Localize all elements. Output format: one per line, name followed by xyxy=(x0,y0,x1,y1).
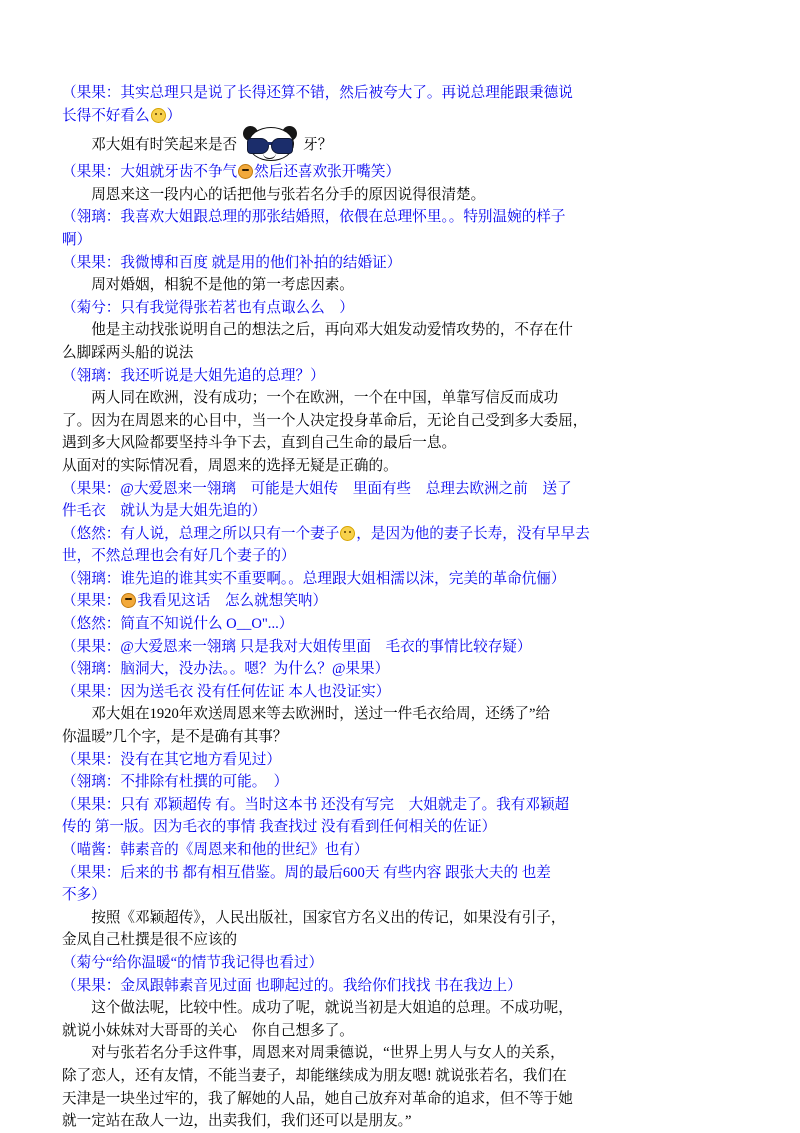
narration-line: 天津是一块坐过牢的，我了解她的人品，她自己放弃对革命的追求，但不等于她 xyxy=(62,1090,573,1107)
chat-line-text-before: （悠然：有人说，总理之所以只有一个妻子 xyxy=(62,525,340,542)
narration-line: 周对婚姻，相貌不是他的第一考虑因素。 xyxy=(91,277,354,294)
chat-line-text-after: 我看见这话 怎么就想笑呐） xyxy=(137,593,328,610)
narration-line: 两人同在欧洲，没有成功；一个在欧洲，一个在中国，单靠写信反而成功 xyxy=(91,390,559,407)
chat-line: （翎璃：脑洞大，没办法。。嗯？为什么？@果果） xyxy=(62,661,390,678)
chat-line-tail: ） xyxy=(166,107,182,124)
chat-line: （果果：因为送毛衣 没有任何佐证 本人也没证实） xyxy=(62,683,391,700)
sunglasses-face-emoji-icon xyxy=(238,164,253,179)
thinking-face-emoji-icon xyxy=(151,108,166,123)
narration-line: 就一定站在敌人一边，出卖我们，我们还可以是朋友。” xyxy=(62,1113,412,1130)
narration-line: 你温暖”几个字，是不是确有其事？ xyxy=(62,729,288,746)
chat-line xyxy=(62,590,738,613)
chat-line: （果果：后来的书 都有相互借鉴。周的最后600天 有些内容 跟张大夫的 也差 xyxy=(62,864,551,881)
narration-line: 金凤自己杜撰是很不应该的 xyxy=(62,932,238,949)
narration-line: 么脚踩两头船的说法 xyxy=(62,344,194,361)
chat-line-text-after: 然后还喜欢张开嘴笑） xyxy=(254,164,401,181)
chat-line-text-after: ，是因为他的妻子长寿，没有早早去 xyxy=(356,525,590,542)
chat-line: 不多） xyxy=(62,887,106,904)
narration-line: 遇到多大风险都要坚持斗争下去，直到自己生命的最后一息。 xyxy=(62,435,457,452)
chat-line: 件毛衣 就认为是大姐先追的） xyxy=(62,503,267,520)
chat-line: （翎璃：不排除有杜撰的可能。 ） xyxy=(62,774,289,791)
chat-line: （悠然：简直不知说什么 O__O"...） xyxy=(62,616,294,633)
chat-line: （果果：没有在其它地方看见过） xyxy=(62,751,281,768)
narration-line: 按照《邓颖超传》，人民出版社，国家官方名义出的传记，如果没有引子， xyxy=(91,909,566,926)
chat-line xyxy=(62,105,738,128)
chat-line: （翎璃：我还听说是大姐先追的总理？） xyxy=(62,367,325,384)
chat-line: （喵酱：韩素音的《周恩来和他的世纪》也有） xyxy=(62,842,369,858)
chat-line: 啊） xyxy=(62,231,92,248)
sunglasses-face-emoji-icon xyxy=(121,593,136,608)
chat-line-text: 长得不好看么 xyxy=(62,107,150,124)
chat-line: （果果：@大爱恩来一翎璃 可能是大姐传 里面有些 总理去欧洲之前 送了 xyxy=(62,480,572,497)
narration-line: 对与张若名分手这件事，周恩来对周秉德说，“世界上男人与女人的关系， xyxy=(91,1045,565,1062)
narration-line: 从面对的实际情况看，周恩来的选择无疑是正确的。 xyxy=(62,457,398,474)
narration-line: 邓大姐在1920年欢送周恩来等去欧洲时，送过一件毛衣给周，还绣了”给 xyxy=(91,706,551,723)
chat-line xyxy=(62,161,738,184)
narration-line: 除了恋人，还有友情，不能当妻子，却能继续成为朋友嗯! 就说张若名，我们在 xyxy=(62,1067,567,1084)
narration-line: 周恩来这一段内心的话把他与张若名分手的原因说得很清楚。 xyxy=(91,186,486,203)
rolling-eyes-emoji-icon xyxy=(340,526,355,541)
panda-sunglasses-sticker-icon xyxy=(239,127,301,161)
chat-line: 世，不然总理也会有好几个妻子的） xyxy=(62,548,296,565)
narration-line: 这个做法呢，比较中性。成功了呢，就说当初是大姐追的总理。不成功呢， xyxy=(91,1000,573,1017)
chat-line: （果果：只有 邓颖超传 有。当时这本书 还没有写完 大姐就走了。我有邓颖超 xyxy=(62,796,570,813)
narration-text-before: 邓大姐有时笑起来是否 xyxy=(91,137,238,154)
narration-line: 就说小妹妹对大哥哥的关心 你自己想多了。 xyxy=(62,1022,354,1039)
chat-line: （翎璃：谁先追的谁其实不重要啊。。总理跟大姐相濡以沫，完美的革命伉俪） xyxy=(62,570,566,587)
chat-line: （果果：其实总理只是说了长得还算不错，然后被夸大了。再说总理能跟秉德说 xyxy=(62,85,573,101)
narration-text-after: 牙？ xyxy=(303,137,333,154)
chat-line xyxy=(62,523,738,546)
chat-line: （果果：金凤跟韩素音见过面 也聊起过的。我给你们找找 书在我边上） xyxy=(62,977,522,994)
chat-line: （果果：我微博和百度 就是用的他们补拍的结婚证） xyxy=(62,254,402,271)
narration-line: 了。因为在周恩来的心目中，当一个人决定投身革命后，无论自己受到多大委屈， xyxy=(62,412,588,429)
chat-line: （菊兮：只有我觉得张若茗也有点诹么么 ） xyxy=(62,299,354,316)
narration-line xyxy=(62,127,738,161)
chat-line: （果果：@大爱恩来一翎璃 只是我对大姐传里面 毛衣的事情比较存疑） xyxy=(62,638,532,655)
narration-line: 他是主动找张说明自己的想法之后，再向邓大姐发动爱情攻势的，不存在什 xyxy=(91,322,573,339)
chat-line: （菊兮“给你温暖“的情节我记得也看过） xyxy=(62,954,324,971)
chat-line-text-before: （果果： xyxy=(62,593,121,610)
chat-line: （翎璃：我喜欢大姐跟总理的那张结婚照，依偎在总理怀里。。特别温婉的样子 xyxy=(62,209,566,226)
chat-line-text-before: （果果：大姐就牙齿不争气 xyxy=(62,164,238,181)
chat-line: 传的 第一版。因为毛衣的事情 我查找过 没有看到任何相关的佐证） xyxy=(62,819,497,836)
